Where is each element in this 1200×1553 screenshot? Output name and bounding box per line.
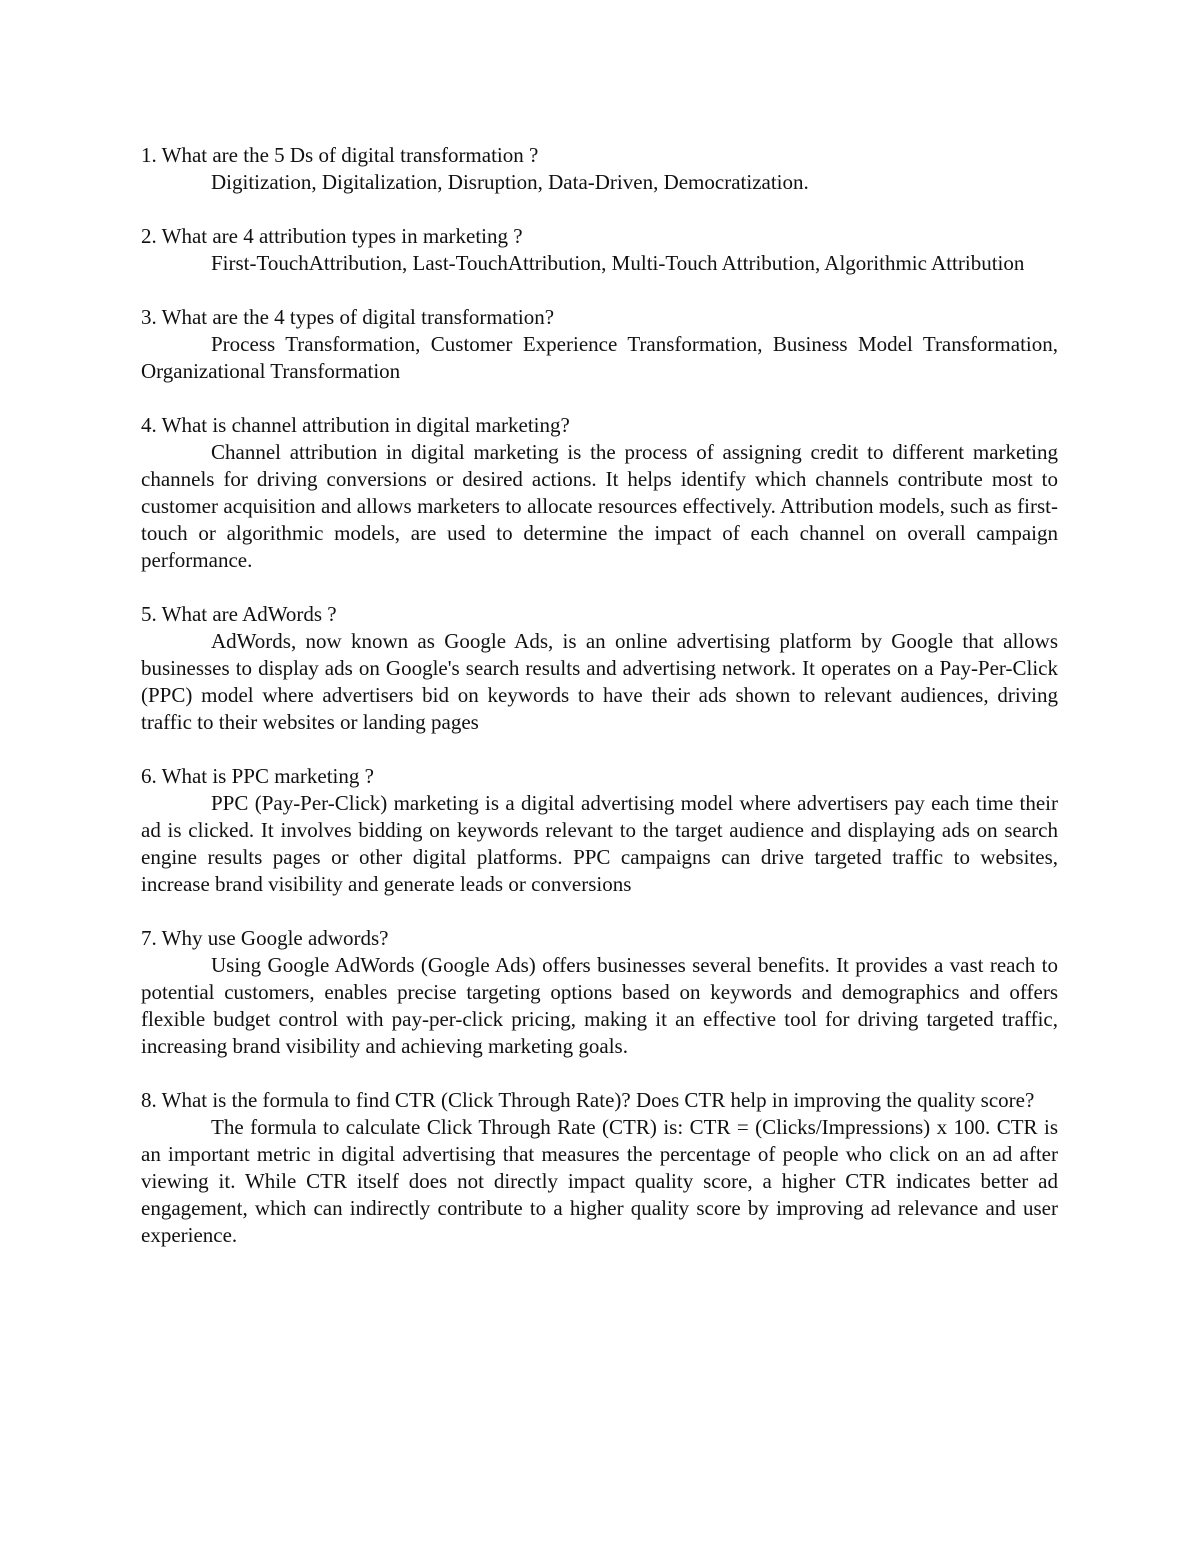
qa-item-3 [141, 304, 1058, 385]
question-5: 5. What are AdWords ? [141, 602, 337, 626]
answer-7: Using Google AdWords (Google Ads) offers businesses several benefits. It provides a vast reach to potential customers, enables precise targeting options based on keywords and demographics and offers flexible budget control with pay-per-click pricing, making it an effective tool for driving targeted traffic, increasing brand visibility and achieving marketing goals. [141, 953, 1058, 1058]
document-body [141, 142, 1058, 1276]
question-4: 4. What is channel attribution in digital marketing? [141, 413, 570, 437]
answer-8: The formula to calculate Click Through Rate (CTR) is: CTR = (Clicks/Impressions) x 100. CTR is an important metric in digital advertising that measures the percentage of people who click on an ad after viewing it. While CTR itself does not directly impact quality score, a higher CTR indicates better ad engagement, which can indirectly contribute to a higher quality score by improving ad relevance and user experience. [141, 1115, 1058, 1247]
answer-1: Digitization, Digitalization, Disruption, Data-Driven, Democratization. [211, 170, 809, 194]
qa-item-5 [141, 601, 1058, 736]
answer-2: First-TouchAttribution, Last-TouchAttribution, Multi-Touch Attribution, Algorithmic Attribution [211, 251, 1025, 275]
qa-item-1 [141, 142, 1058, 196]
qa-item-6 [141, 763, 1058, 898]
question-7: 7. Why use Google adwords? [141, 926, 389, 950]
question-3: 3. What are the 4 types of digital transformation? [141, 305, 555, 329]
qa-item-4 [141, 412, 1058, 574]
answer-4: Channel attribution in digital marketing is the process of assigning credit to different marketing channels for driving conversions or desired actions. It helps identify which channels contribute most to customer acquisition and allows marketers to allocate resources effectively. Attribution models, such as first-touch or algorithmic models, are used to determine the impact of each channel on overall campaign performance. [141, 440, 1058, 572]
answer-6: PPC (Pay-Per-Click) marketing is a digital advertising model where advertisers pay each time their ad is clicked. It involves bidding on keywords relevant to the target audience and displaying ads on search engine results pages or other digital platforms. PPC campaigns can drive targeted traffic to websites, increase brand visibility and generate leads or conversions [141, 791, 1058, 896]
question-1: 1. What are the 5 Ds of digital transformation ? [141, 143, 539, 167]
qa-item-7 [141, 925, 1058, 1060]
question-6: 6. What is PPC marketing ? [141, 764, 374, 788]
answer-5: AdWords, now known as Google Ads, is an online advertising platform by Google that allows businesses to display ads on Google's search results and advertising network. It operates on a Pay-Per-Click (PPC) model where advertisers bid on keywords to have their ads shown to relevant audiences, driving traffic to their websites or landing pages [141, 629, 1058, 734]
answer-3: Process Transformation, Customer Experience Transformation, Business Model Transformation, Organizational Transformation [141, 332, 1058, 383]
qa-item-2 [141, 223, 1058, 277]
qa-item-8 [141, 1087, 1058, 1249]
question-2: 2. What are 4 attribution types in marketing ? [141, 224, 523, 248]
question-8: 8. What is the formula to find CTR (Click Through Rate)? Does CTR help in improving the quality score? [141, 1088, 1035, 1112]
